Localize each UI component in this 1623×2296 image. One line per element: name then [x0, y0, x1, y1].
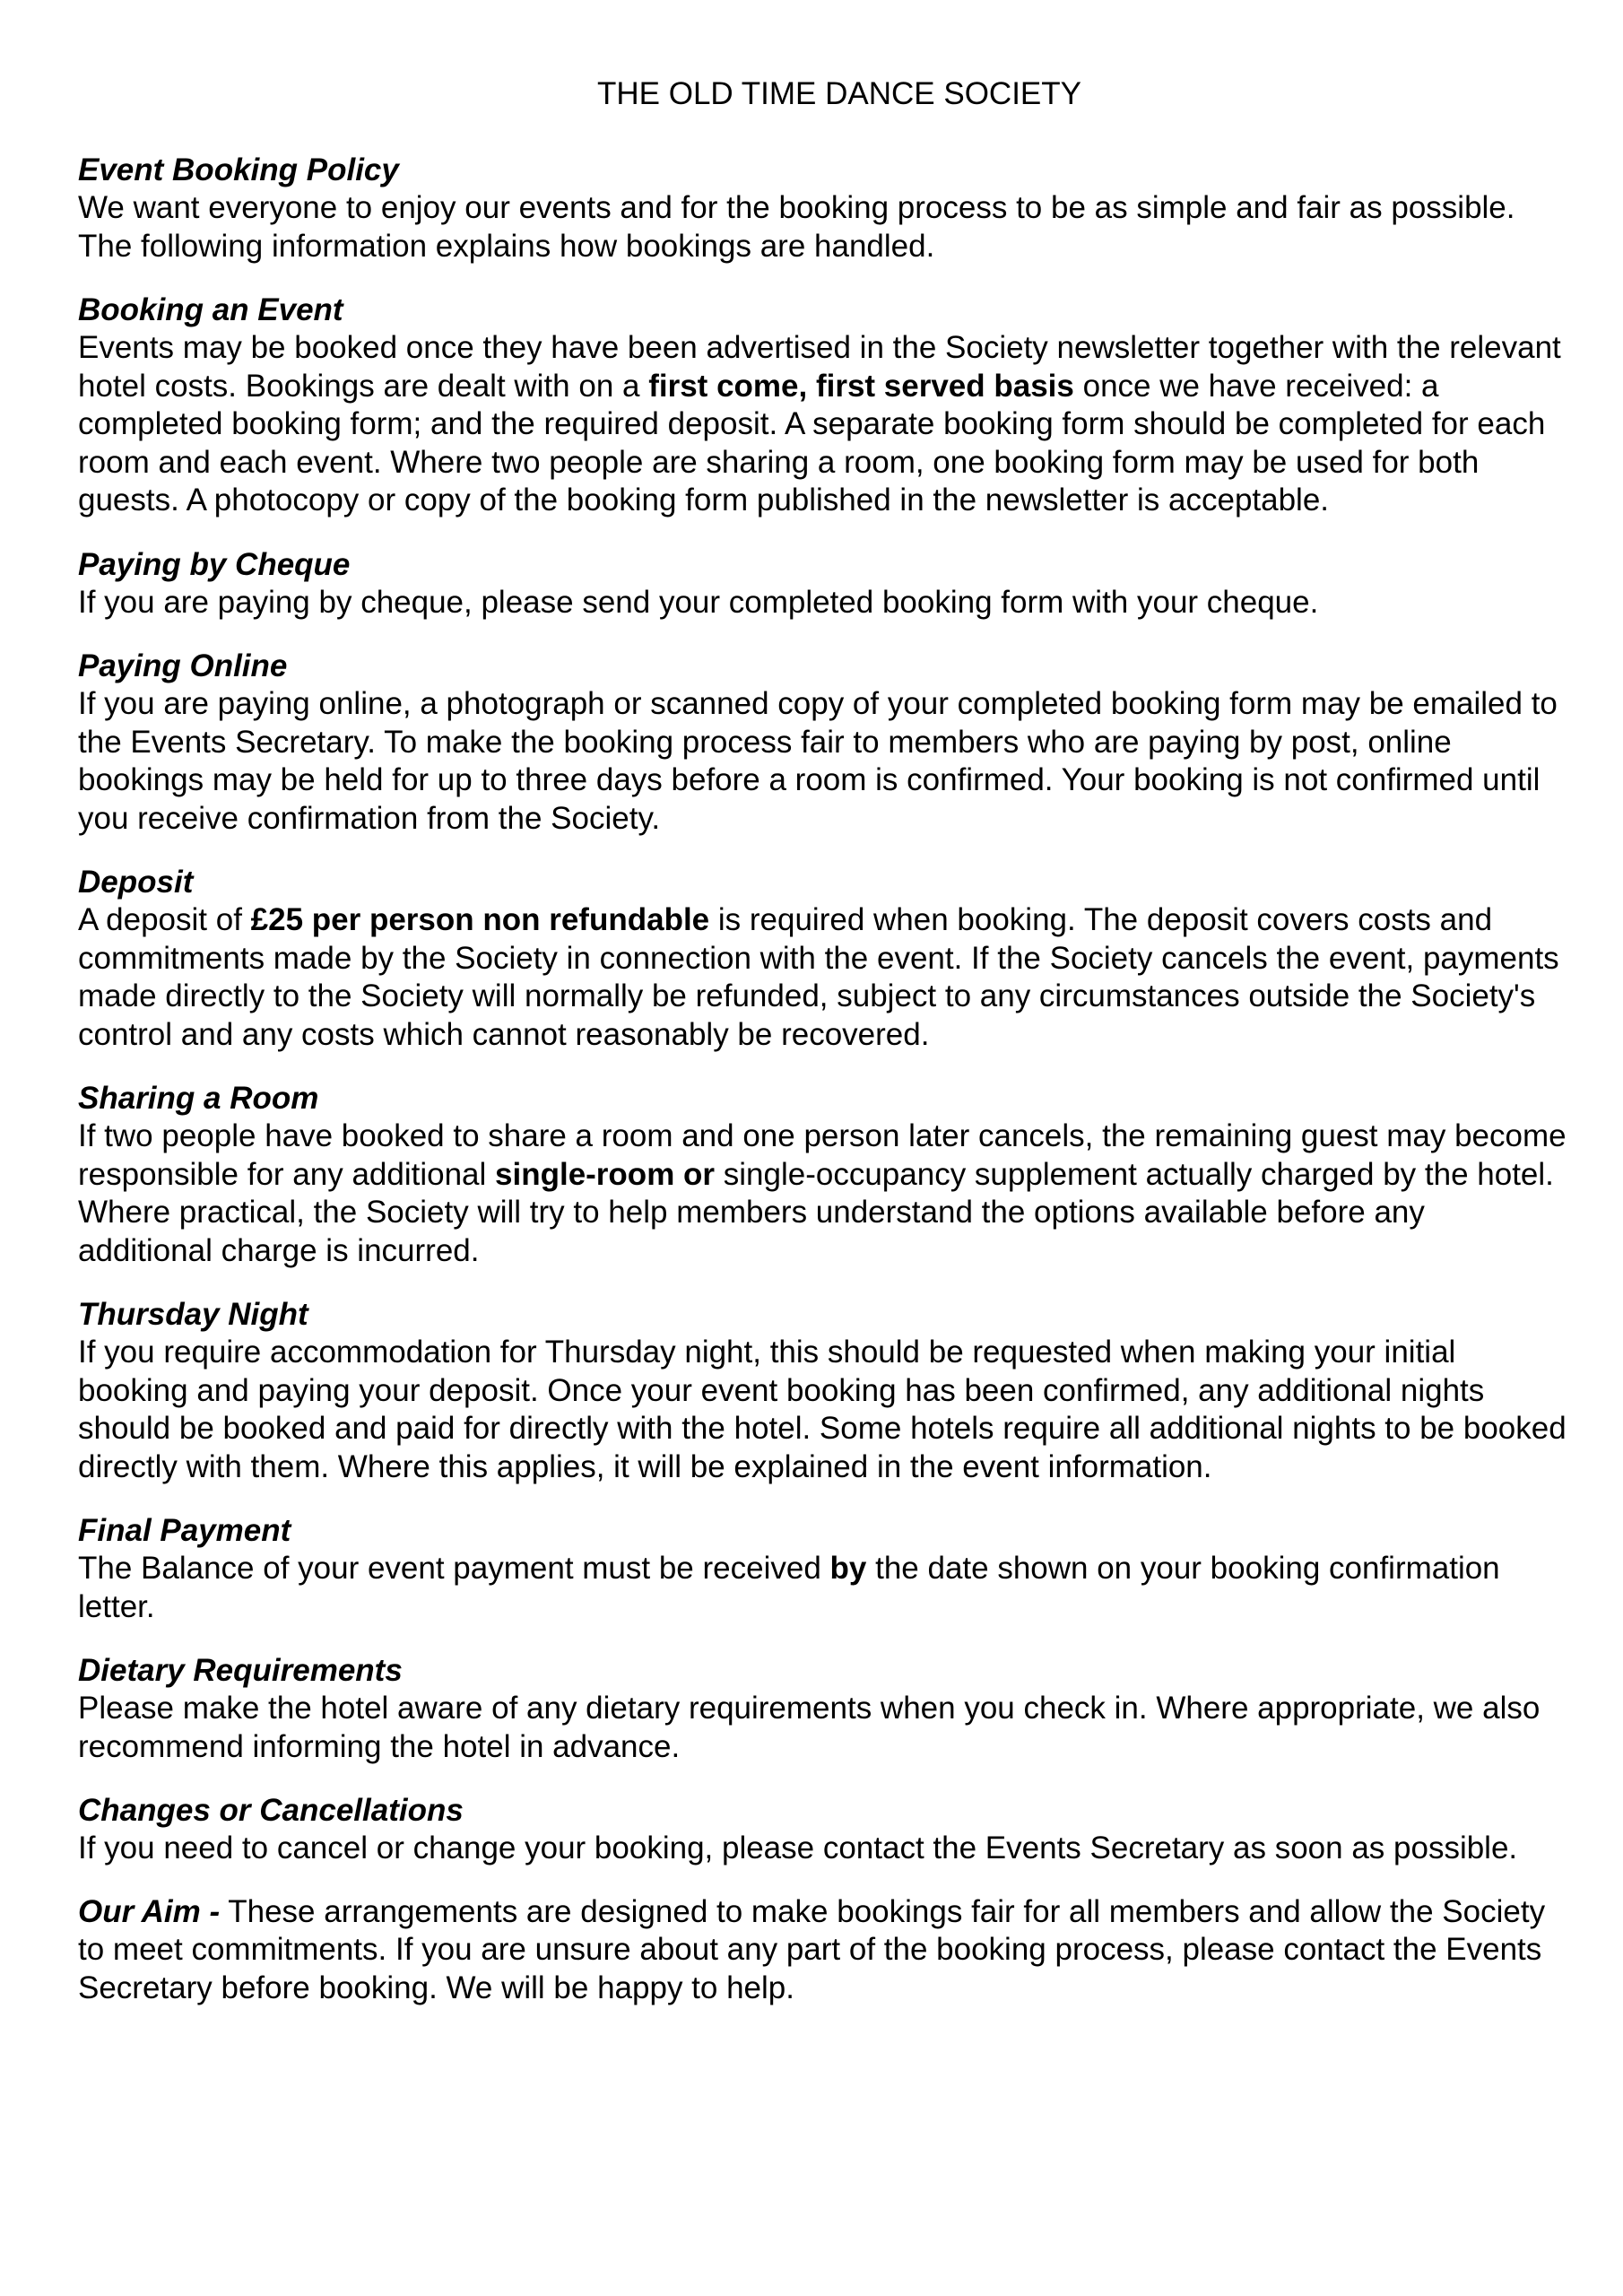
section-booking-an-event — [78, 291, 1567, 520]
emphasis-text: first come, first served basis — [648, 368, 1074, 404]
section-body — [78, 685, 1567, 838]
section-heading: Event Booking Policy — [78, 152, 399, 187]
document-title: THE OLD TIME DANCE SOCIETY — [597, 76, 1081, 111]
body-text-run: If you require accommodation for Thursday night, this should be requested when making your initial booking and paying your deposit. Once your event booking has been confirmed, any additional nights should be booked and paid for directly with the hotel. Some hotels require all additional nights to be booked directly with them. Where this applies, it will be explained in the event information. — [78, 1335, 1567, 1484]
section-heading: Paying Online — [78, 648, 288, 683]
section-body — [78, 189, 1567, 265]
section-body — [78, 1118, 1567, 1270]
body-text-run: A deposit of — [78, 902, 251, 937]
body-text-run: Please make the hotel aware of any dietary requirements when you check in. Where appropriate, we also recommend informing the hotel in advance. — [78, 1691, 1541, 1764]
our-aim-section — [78, 1893, 1567, 2008]
body-text-run: If two people have booked to share a room and one person later cancels, the remaining guest may become responsible for any additional — [78, 1118, 1567, 1192]
emphasis-text: £25 per person non refundable — [250, 902, 710, 937]
our-aim-heading: Our Aim - — [78, 1893, 221, 1929]
section-heading: Deposit — [78, 865, 194, 900]
body-text-run: If you are paying by cheque, please send your completed booking form with your cheque. — [78, 584, 1319, 620]
section-final-payment — [78, 1511, 1567, 1626]
section-event-booking-policy — [78, 151, 1567, 265]
emphasis-text: by — [829, 1551, 867, 1586]
section-changes-or-cancellations — [78, 1791, 1567, 1868]
section-heading: Final Payment — [78, 1513, 291, 1548]
body-text-run: We want everyone to enjoy our events and for the booking process to be as simple and fair as possible. The following information explains how bookings are handled. — [78, 190, 1515, 264]
section-body — [78, 329, 1567, 520]
body-text-run: is required when booking. The deposit covers costs and commitments made by the Society in connection with the event. If the Society cancels the event, payments made directly to the Society will normally be refunded, subject to any circumstances outside the Society's control and any costs which cannot reasonably be recovered. — [78, 902, 1559, 1052]
section-heading: Booking an Event — [78, 292, 343, 327]
section-thursday-night — [78, 1295, 1567, 1486]
section-deposit — [78, 863, 1567, 1054]
section-body — [78, 901, 1567, 1054]
section-paying-by-cheque — [78, 545, 1567, 622]
body-text-run: Events may be booked once they have been advertised in the Society newsletter together with the relevant hotel costs. Bookings are dealt with on a — [78, 330, 1561, 404]
our-aim-text: These arrangements are designed to make bookings fair for all members and allow the Society to meet commitments. If you are unsure about any part of the booking process, please contact the Events Secretary before booking. We will be happy to help. — [78, 1893, 1546, 2005]
section-dietary-requirements — [78, 1651, 1567, 1766]
section-heading: Sharing a Room — [78, 1081, 319, 1116]
document-page — [78, 75, 1567, 2032]
body-text-run: If you need to cancel or change your booking, please contact the Events Secretary as soon as possible. — [78, 1831, 1518, 1866]
body-text-run: the date shown on your booking confirmation letter. — [78, 1551, 1500, 1624]
section-paying-online — [78, 647, 1567, 838]
section-heading: Dietary Requirements — [78, 1653, 403, 1688]
section-body — [78, 584, 1567, 622]
section-heading: Changes or Cancellations — [78, 1793, 464, 1828]
section-body — [78, 1690, 1567, 1766]
emphasis-text: single-room or — [495, 1156, 716, 1192]
body-text-run: single-occupancy supplement actually charged by the hotel. Where practical, the Society will try to help members understand the options available before any additional charge is incurred. — [78, 1156, 1554, 1268]
section-heading: Paying by Cheque — [78, 546, 351, 582]
policy-sections — [78, 151, 1567, 1868]
section-sharing-a-room — [78, 1079, 1567, 1270]
section-heading: Thursday Night — [78, 1297, 308, 1332]
body-text-run: If you are paying online, a photograph or scanned copy of your completed booking form may be emailed to the Events Secretary. To make the booking process fair to members who are paying by post, online bookings may be held for up to three days before a room is confirmed. Your booking is not confirmed until you receive confirmation from the Society. — [78, 686, 1558, 836]
body-text-run: The Balance of your event payment must be received — [78, 1551, 830, 1586]
body-text-run: once we have received: a completed booking form; and the required deposit. A separate booking form should be completed for each room and each event. Where two people are sharing a room, one booking form may be used for both guests. A photocopy or copy of the booking form published in the newsletter is acceptable. — [78, 368, 1546, 517]
section-body — [78, 1334, 1567, 1486]
section-body — [78, 1830, 1567, 1868]
section-body — [78, 1550, 1567, 1626]
